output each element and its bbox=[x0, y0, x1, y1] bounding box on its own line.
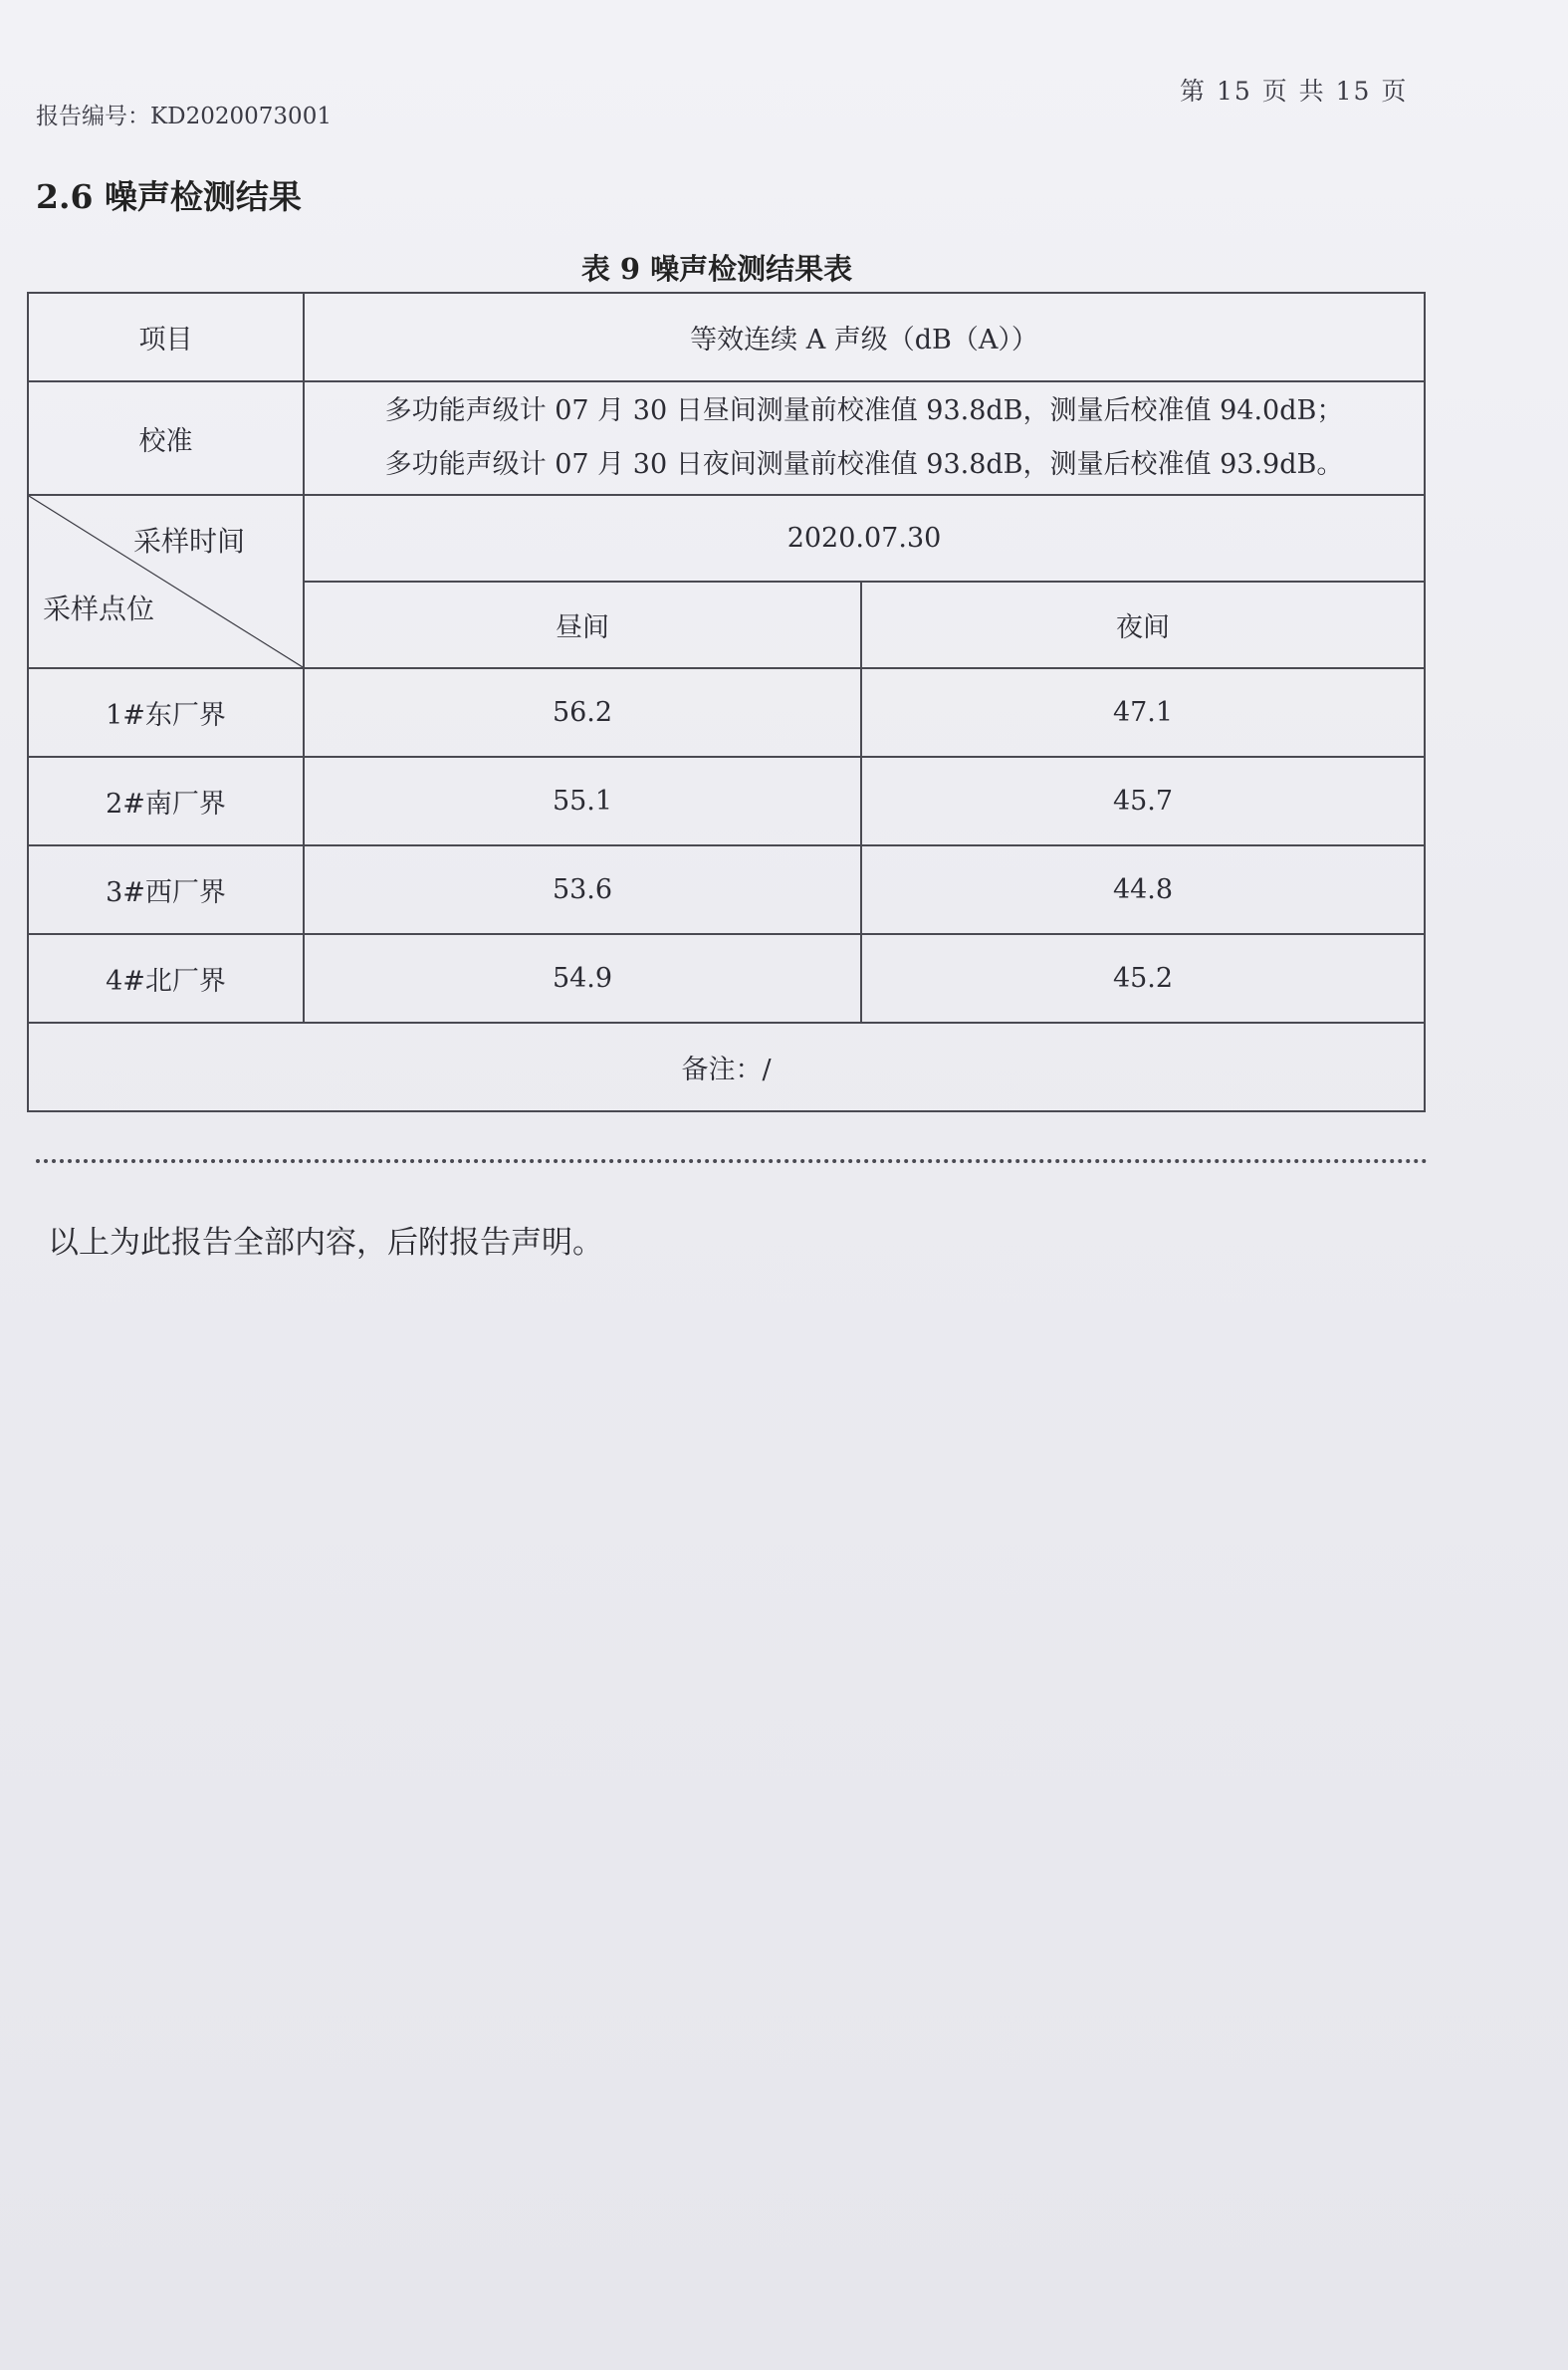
night-value-cell: 45.2 bbox=[861, 934, 1425, 1023]
table-row bbox=[28, 668, 1425, 757]
table-row bbox=[28, 934, 1425, 1023]
table-row bbox=[28, 381, 1425, 495]
table-title: 表 9 噪声检测结果表 bbox=[580, 252, 853, 286]
section-title: 2.6 噪声检测结果 bbox=[36, 177, 302, 216]
diagonal-header-cell bbox=[28, 495, 304, 668]
day-value-cell: 54.9 bbox=[304, 934, 861, 1023]
night-value-cell: 45.7 bbox=[861, 757, 1425, 845]
calib-line-day: 多功能声级计 07 月 30 日昼间测量前校准值 93.8dB，测量后校准值 94.0dB； bbox=[384, 395, 1344, 426]
sampling-date: 2020.07.30 bbox=[304, 495, 1425, 582]
col-night-header: 夜间 bbox=[861, 582, 1425, 668]
page-number: 第 15 页 共 15 页 bbox=[1180, 77, 1409, 106]
day-value-cell: 55.1 bbox=[304, 757, 861, 845]
item-value: 等效连续 A 声级（dB（A）） bbox=[304, 293, 1425, 381]
table-row bbox=[28, 845, 1425, 934]
table-row bbox=[28, 1023, 1425, 1111]
note-cell: 备注：/ bbox=[28, 1023, 1425, 1111]
day-value-cell: 56.2 bbox=[304, 668, 861, 757]
sampling-time-label: 采样时间 bbox=[132, 525, 245, 558]
calib-line-night: 多功能声级计 07 月 30 日夜间测量前校准值 93.8dB，测量后校准值 93.9dB。 bbox=[384, 449, 1344, 480]
point-cell: 4#北厂界 bbox=[28, 934, 304, 1023]
night-value-cell: 47.1 bbox=[861, 668, 1425, 757]
point-cell: 2#南厂界 bbox=[28, 757, 304, 845]
dotted-separator bbox=[36, 1159, 1428, 1163]
item-label: 项目 bbox=[28, 293, 304, 381]
table-row bbox=[28, 757, 1425, 845]
report-number: 报告编号：KD2020073001 bbox=[36, 104, 332, 129]
point-cell: 3#西厂界 bbox=[28, 845, 304, 934]
calib-label: 校准 bbox=[28, 381, 304, 495]
col-day-header: 昼间 bbox=[304, 582, 861, 668]
sampling-point-label: 采样点位 bbox=[43, 592, 155, 625]
noise-results-table bbox=[27, 292, 1426, 1112]
point-cell: 1#东厂界 bbox=[28, 668, 304, 757]
night-value-cell: 44.8 bbox=[861, 845, 1425, 934]
table-row bbox=[28, 495, 1425, 582]
table-row bbox=[28, 293, 1425, 381]
day-value-cell: 53.6 bbox=[304, 845, 861, 934]
closing-statement: 以上为此报告全部内容，后附报告声明。 bbox=[48, 1225, 603, 1261]
calib-text bbox=[304, 381, 1425, 495]
